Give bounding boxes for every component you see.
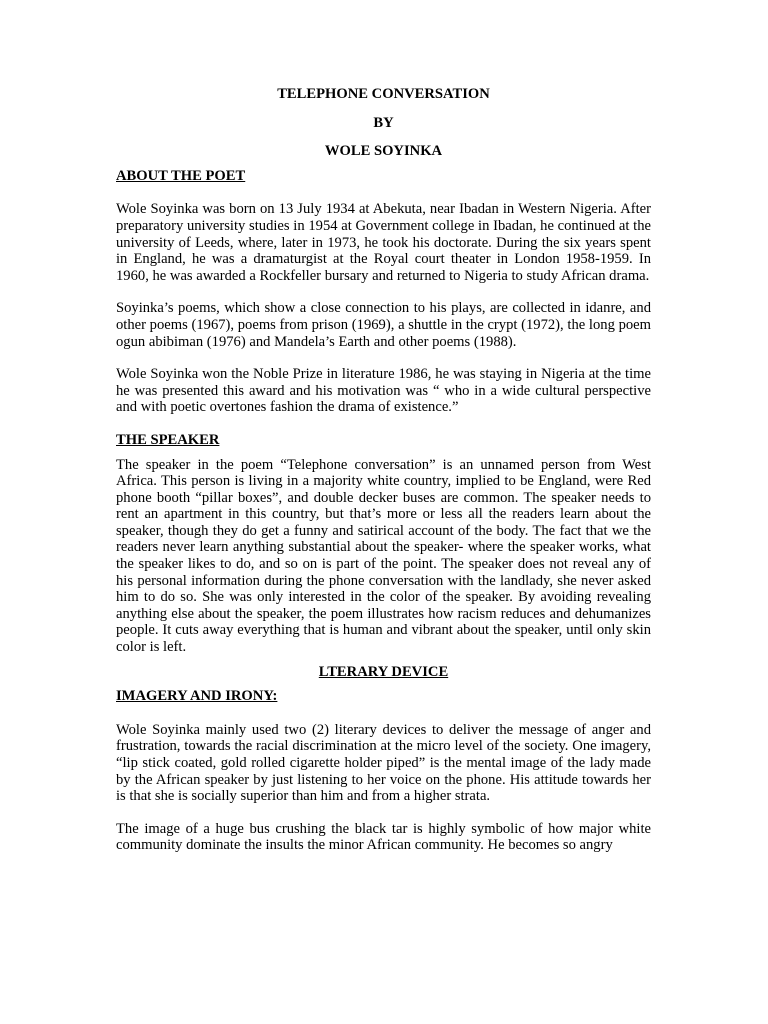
section-heading-speaker: THE SPEAKER [116,431,220,448]
author-name: WOLE SOYINKA [324,143,443,160]
section-heading-imagery-irony: IMAGERY AND IRONY: [116,688,278,705]
paragraph-imagery-2: The image of a huge bus crushing the black tar is highly symbolic of how major white community dominate the insults the minor African community. He becomes so angry [116,820,651,854]
section-heading-literary-device: LTERARY DEVICE [318,663,449,680]
section-heading-about-poet: ABOUT THE POET [116,167,246,184]
document-page [116,86,651,854]
paragraph-imagery-1: Wole Soyinka mainly used two (2) literary devices to deliver the message of anger and frustration, towards the racial discrimination at the micro level of the society. One imagery, “lip stick coated, gold rolled cigarette holder piped” is the mental image of the lady made by the African speaker by just listening to her voice on the phone. His attitude towards her is that she is socially superior than him and from a higher strata. [116,721,651,805]
document-title: TELEPHONE CONVERSATION [277,86,490,102]
paragraph-speaker: The speaker in the poem “Telephone conversation” is an unnamed person from West Africa. This person is living in a majority white country, implied to be England, were Red phone booth “pillar boxes”, and double decker buses are common. The speaker needs to rent an apartment in this country, but that’s more or less all the readers learn about the speaker, though they do get a funny and satirical account of the body. The fact that we the readers never learn anything substantial about the speaker- where the speaker works, what the speaker likes to do, and so on is part of the point. The speaker does not reveal any of his personal information during the phone conversation with the landlady, she never asked him to do so. She was only interested in the color of the speaker. By avoiding revealing anything else about the speaker, the poem illustrates how racism reduces and dehumanizes people. It cuts away everything that is human and vibrant about the speaker, until only skin color is left. [116,456,651,656]
byline-by: BY [373,114,394,131]
paragraph-about-1: Wole Soyinka was born on 13 July 1934 at Abekuta, near Ibadan in Western Nigeria. After preparatory university studies in 1954 at Government college in Ibadan, he continued at the university of Leeds, where, later in 1973, he took his doctorate. During the six years spent in England, he was a dramaturgist at the Royal court theater in London 1958-1959. In 1960, he was awarded a Rockfeller bursary and returned to Nigeria to study African drama. [116,201,651,284]
paragraph-about-2: Soyinka’s poems, which show a close connection to his plays, are collected in idanre, and other poems (1967), poems from prison (1969), a shuttle in the crypt (1972), the long poem ogun abibiman (1976) and Mandela’s Earth and other poems (1988). [116,300,651,350]
paragraph-about-3: Wole Soyinka won the Noble Prize in literature 1986, he was staying in Nigeria at the time he was presented this award and his motivation was “ who in a wide cultural perspective and with poetic overtones fashion the drama of existence.” [116,366,651,416]
